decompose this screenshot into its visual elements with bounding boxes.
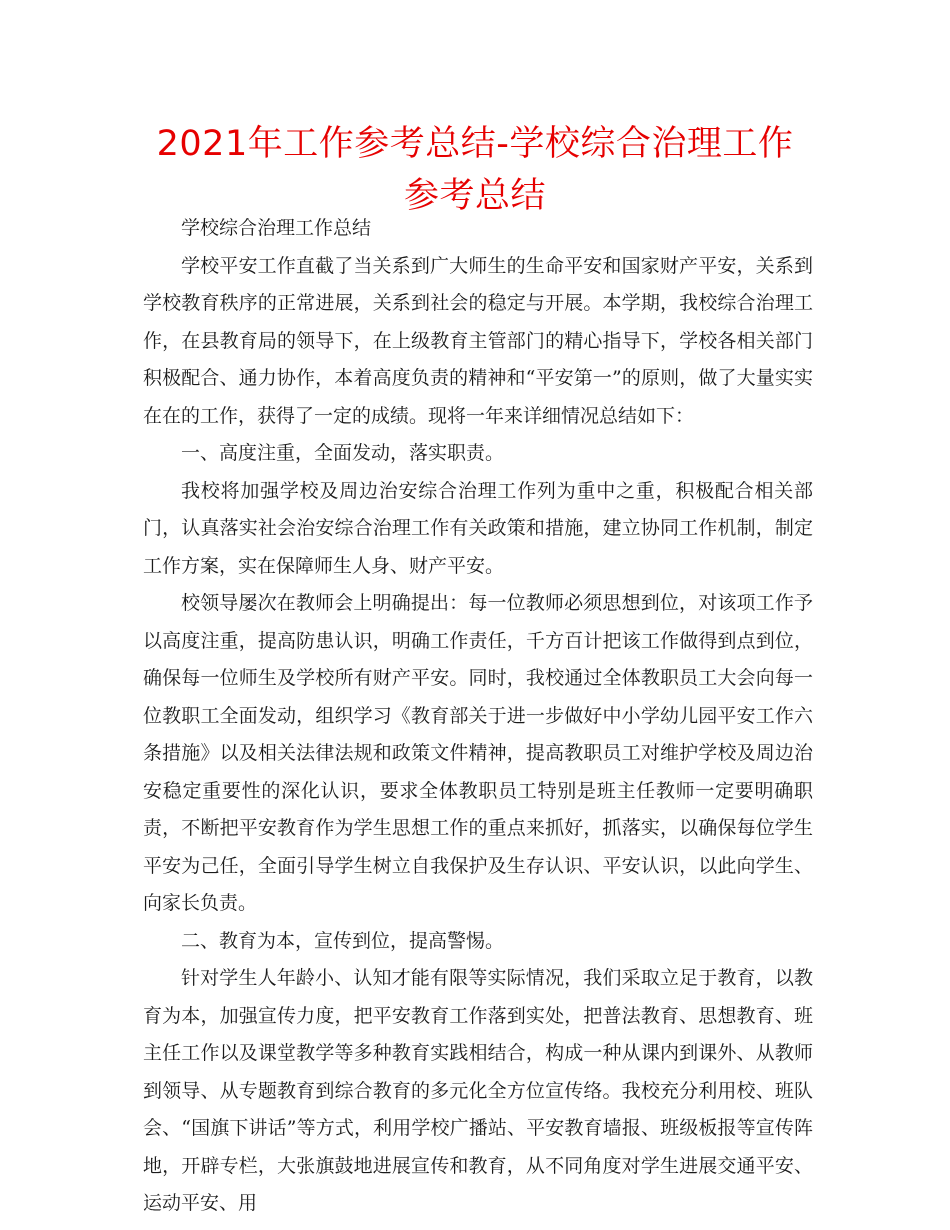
paragraph-heading: 学校综合治理工作总结 bbox=[181, 217, 372, 239]
section-heading: 一、高度注重，全面发动，落实职责。 bbox=[181, 442, 505, 464]
paragraph: 校领导屡次在教师会上明确提出：每一位教师必须思想到位，对该项工作予以高度注重，提高防患认识，明确工作责任，千方百计把该工作做得到点到位，确保每一位师生及学校所有财产平安。同时，我校通过全体教职员工大会向每一位教职工全面发动，组织学习《教育部关于进一步做好中小学幼儿园平安工作六条措施》以及相关法律法规和政策文件精神，提高教职员工对维护学校及周边治安稳定重要性的深化认识，要求全体教职员工特别是班主任教师一定要明确职责，不断把平安教育作为学生思想工作的重点来抓好，抓落实，以确保每位学生平安为己任，全面引导学生树立自我保护及生存认识、平安认识，以此向学生、向家长负责。 bbox=[143, 592, 813, 914]
document-body bbox=[143, 210, 813, 1223]
section-heading: 二、教育为本，宣传到位，提高警惕。 bbox=[181, 929, 505, 952]
paragraph: 针对学生人年龄小、认知才能有限等实际情况，我们采取立足于教育，以教育为本，加强宣传力度，把平安教育工作落到实处，把普法教育、思想教育、班主任工作以及课堂教学等多种教育实践相结合，构成一种从课内到课外、从教师到领导、从专题教育到综合教育的多元化全方位宣传络。我校充分利用校、班队会、“国旗下讲话”等方式，利用学校广播站、平安教育墙报、班级板报等宣传阵地，开辟专栏，大张旗鼓地进展宣传和教育，从不同角度对学生进展交通平安、运动平安、用 bbox=[143, 967, 813, 1214]
paragraph: 我校将加强学校及周边治安综合治理工作列为重中之重，积极配合相关部门，认真落实社会治安综合治理工作有关政策和措施，建立协同工作机制，制定工作方案，实在保障师生人身、财产平安。 bbox=[143, 479, 813, 577]
paragraph: 学校平安工作直截了当关系到广大师生的生命平安和国家财产平安，关系到学校教育秩序的正常进展，关系到社会的稳定与开展。本学期，我校综合治理工作，在县教育局的领导下，在上级教育主管部门的精心指导下，学校各相关部门积极配合、通力协作，本着高度负责的精神和“平安第一”的原则，做了大量实实在在的工作，获得了一定的成绩。现将一年来详细情况总结如下： bbox=[143, 254, 813, 427]
document-title: 2021年工作参考总结-学校综合治理工作参考总结 bbox=[156, 124, 794, 216]
